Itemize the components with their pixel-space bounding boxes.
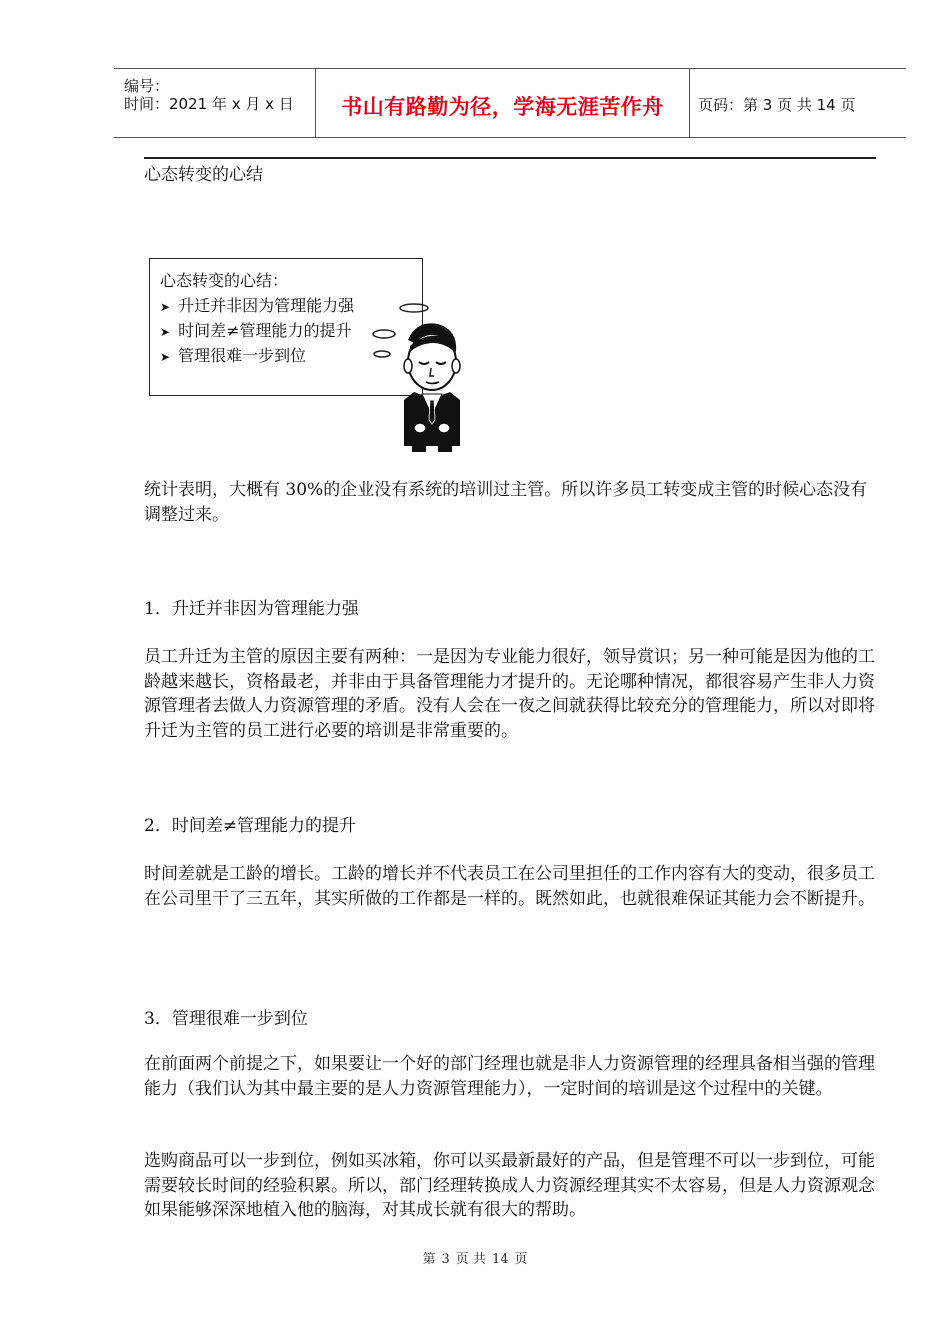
header-rule	[144, 157, 876, 159]
page-footer: 第 3 页 共 14 页	[422, 1252, 528, 1267]
heading-3: 3．管理很难一步到位	[144, 1009, 308, 1029]
paragraph-4: 选购商品可以一步到位，例如买冰箱，你可以买最新最好的产品，但是管理不可以一步到位，可能需要较长时间的经验积累。所以，部门经理转换成人力资源经理其实不太容易，但是人力资源观念如果能够深深地植入他的脑海，对其成长就有很大的帮助。	[144, 1151, 875, 1220]
figure-item: ➤ 管理很难一步到位	[160, 346, 307, 365]
paragraph-3: 在前面两个前提之下，如果要让一个好的部门经理也就是非人力资源管理的经理具备相当强的管理能力（我们认为其中最主要的是人力资源管理能力），一定时间的培训是这个过程中的关键。	[144, 1054, 875, 1099]
ear	[404, 359, 412, 373]
motto-text: 书山有路勤为径，学海无涯苦作舟	[341, 94, 664, 119]
necktie	[429, 400, 435, 424]
figure-title: 心态转变的心结：	[160, 271, 289, 290]
serial-number-label: 编号：	[124, 77, 170, 95]
date-label: 时间：2021 年 x 月 x 日	[124, 95, 294, 113]
header-page-cell	[690, 69, 906, 137]
dizzy-halo	[400, 304, 428, 312]
hand	[414, 423, 426, 433]
figure-item: ➤ 时间差≠管理能力的提升	[160, 321, 352, 340]
heading-2: 2．时间差≠管理能力的提升	[144, 816, 357, 836]
leg	[412, 440, 426, 452]
footer-page-number: 3	[441, 1252, 450, 1267]
arrow-bullet-icon: ➤	[160, 350, 171, 364]
arrow-bullet-icon: ➤	[160, 300, 171, 314]
document-header	[114, 68, 906, 138]
dizzy-halo	[373, 330, 395, 338]
heading-1: 1．升迁并非因为管理能力强	[144, 599, 359, 619]
header-motto-cell	[316, 69, 690, 137]
arrow-bullet-icon: ➤	[160, 325, 171, 339]
header-page-info: 页码：第 3 页 共 14 页	[698, 96, 856, 114]
figure-item: ➤ 升迁并非因为管理能力强	[160, 296, 355, 315]
ear	[452, 359, 460, 373]
hand	[438, 423, 450, 433]
intro-paragraph: 统计表明，大概有 30%的企业没有系统的培训过主管。所以许多员工转变成主管的时候心态没有调整过来。	[144, 480, 868, 525]
leg	[438, 440, 452, 452]
dizzy-man-cartoon	[364, 296, 472, 454]
section-title: 心态转变的心结	[144, 165, 263, 185]
footer-total-pages: 14	[491, 1252, 509, 1267]
dizzy-halo	[374, 351, 390, 357]
paragraph-2: 时间差就是工龄的增长。工龄的增长并不代表员工在公司里担任的工作内容有大的变动，很多员工在公司里干了三五年，其实所做的工作都是一样的。既然如此，也就很难保证其能力会不断提升。	[144, 864, 875, 909]
paragraph-1: 员工升迁为主管的原因主要有两种：一是因为专业能力很好，领导赏识；另一种可能是因为他的工龄越来越长，资格最老，并非由于具备管理能力才提升的。无论哪种情况，都很容易产生非人力资源管理者去做人力资源管理的矛盾。没有人会在一夜之间就获得比较充分的管理能力，所以对即将升迁为主管的员工进行必要的培训是非常重要的。	[144, 647, 875, 741]
header-meta-cell	[114, 69, 316, 137]
